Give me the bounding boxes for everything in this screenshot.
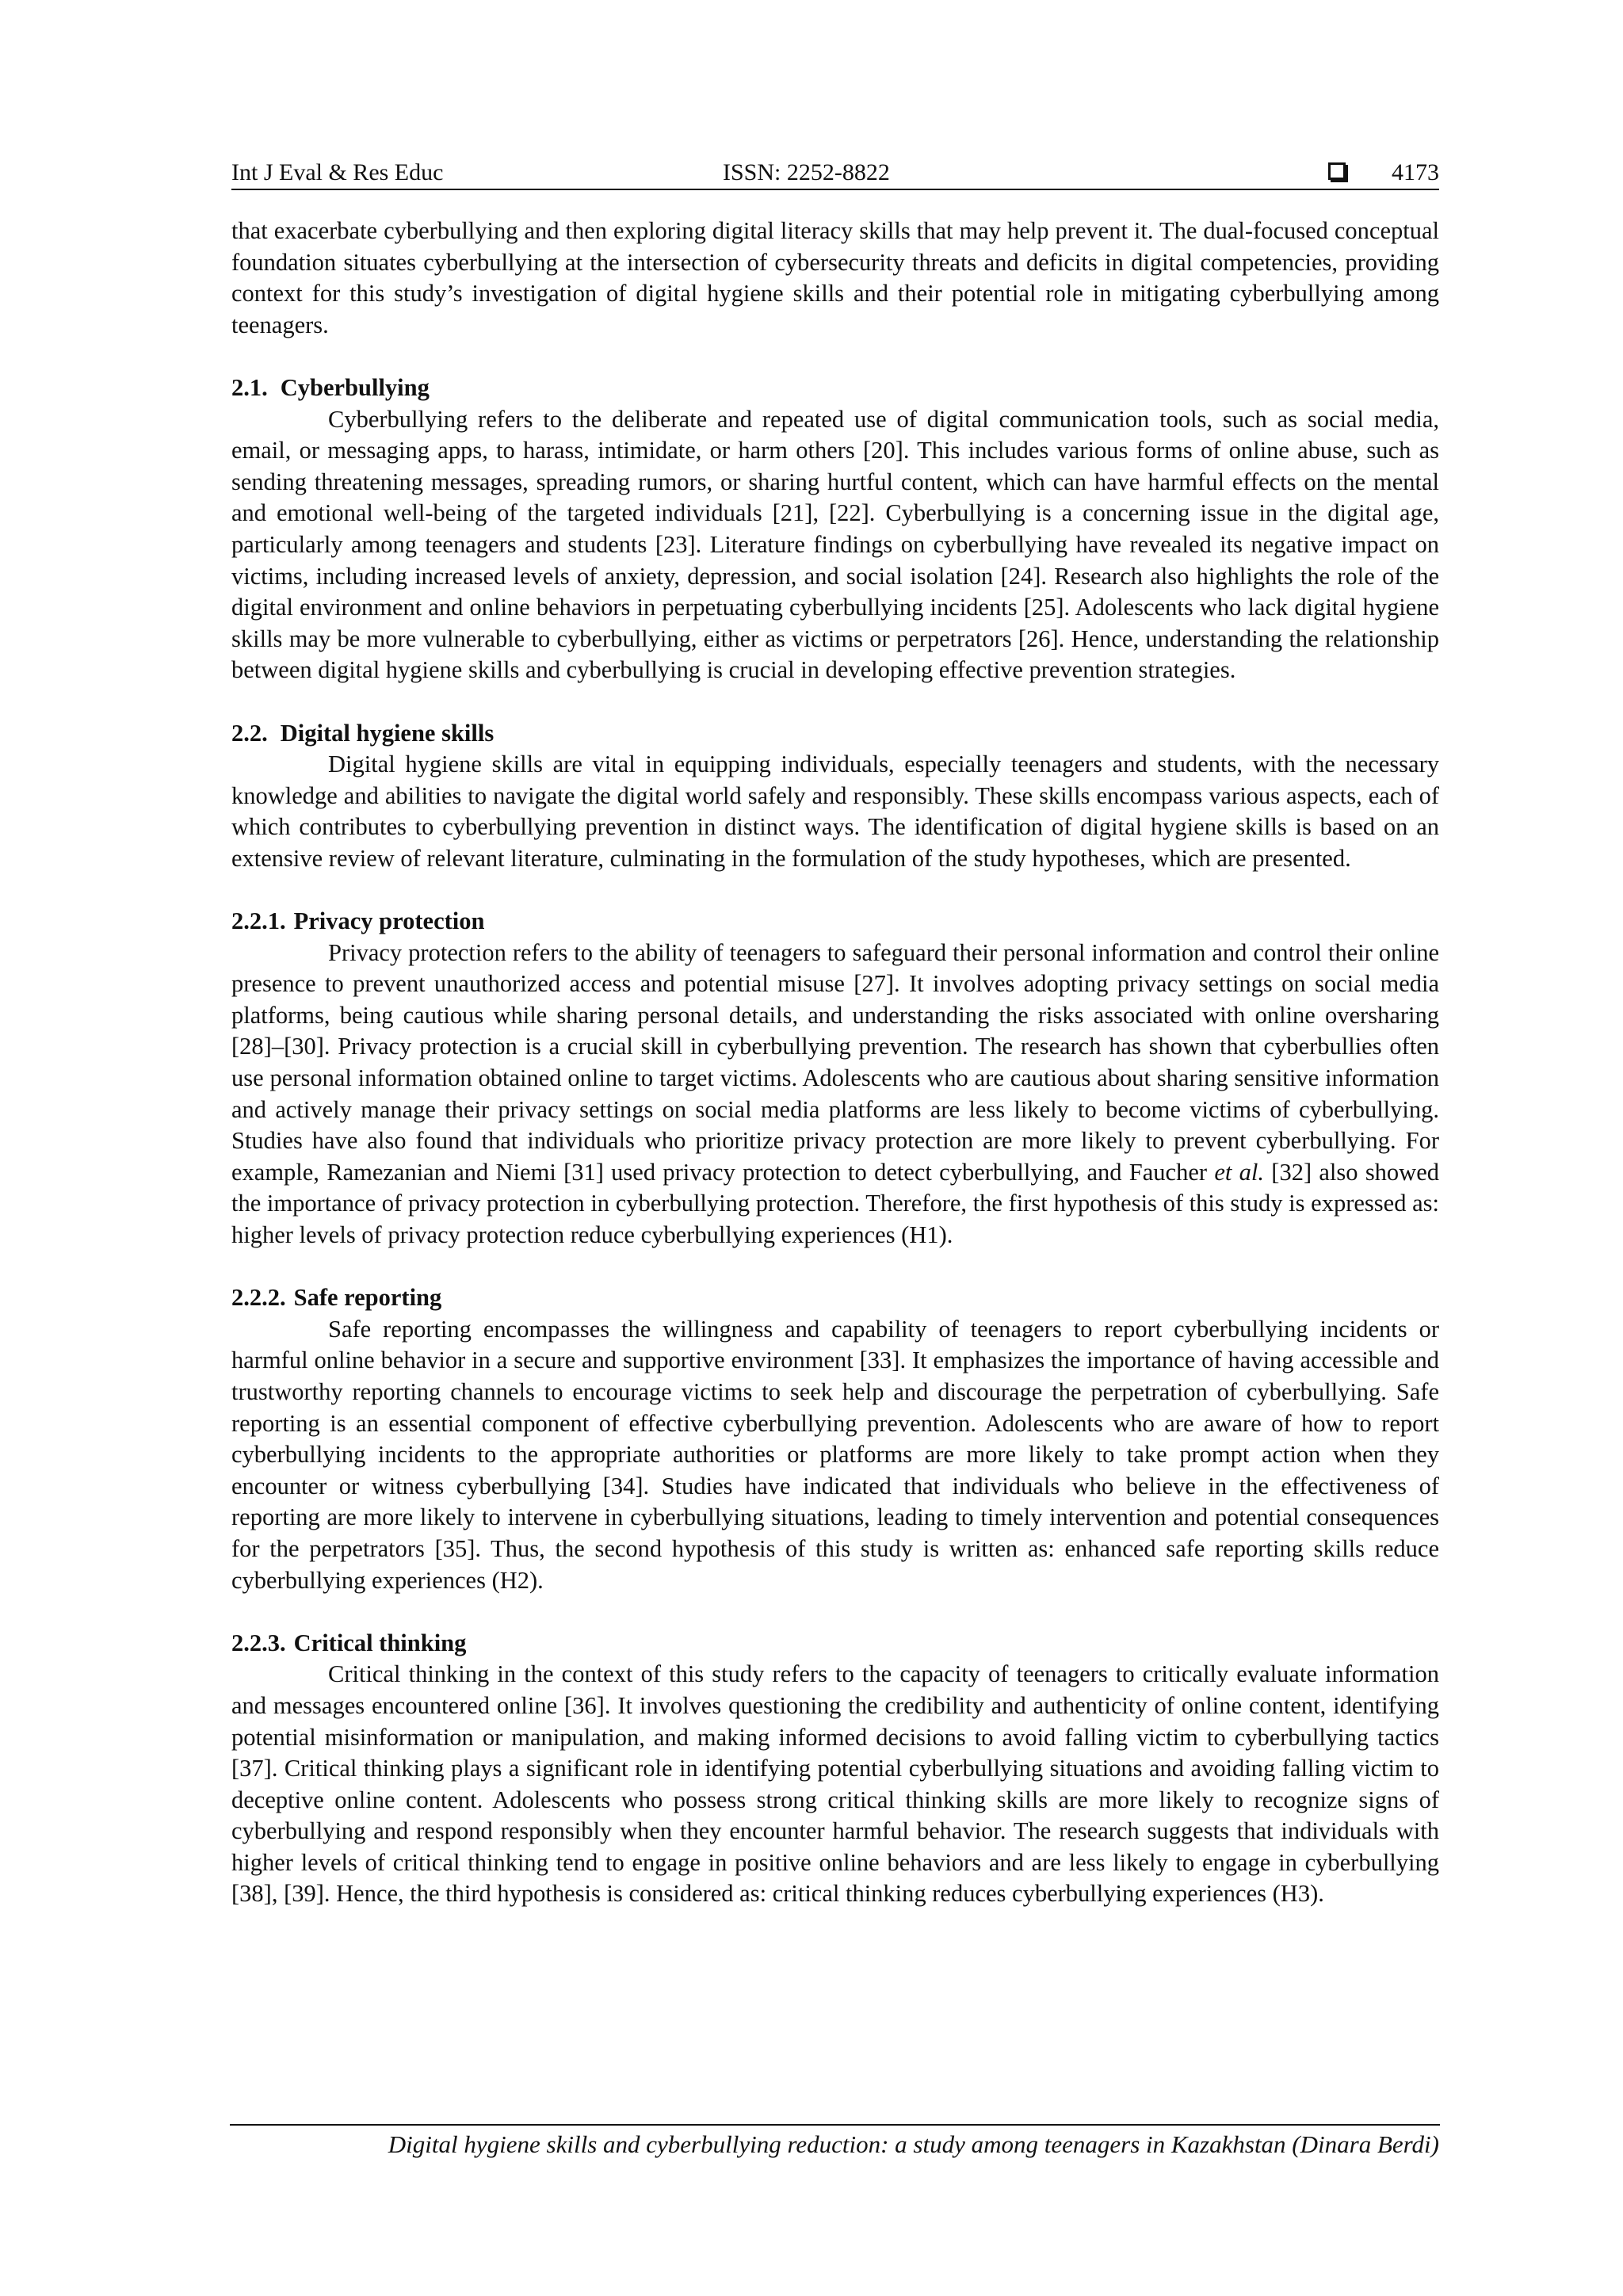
section-number: 2.2. <box>231 719 268 747</box>
header-rule <box>231 189 1439 190</box>
section-title: Digital hygiene skills <box>280 719 495 747</box>
section-title: Safe reporting <box>293 1284 442 1312</box>
running-footer: Digital hygiene skills and cyberbullying reduction: a study among teenagers in Kazakhstan (Dinara Berdi) <box>388 2130 1439 2158</box>
section-number: 2.2.3. <box>231 1629 286 1656</box>
section-heading-privacy-protection <box>231 906 1439 938</box>
section-title: Critical thinking <box>293 1629 467 1656</box>
section-paragraph <box>231 938 1439 1251</box>
section-paragraph: Safe reporting encompasses the willingness and capability of teenagers to report cyberbullying incidents or harmful online behavior in a secure and supportive environment [33]. It emphasizes the importance of having accessible and trustworthy reporting channels to encourage victims to seek help and discourage the perpetration of cyberbullying. Safe reporting is an essential component of effective cyberbullying prevention. Adolescents who are aware of how to report cyberbullying incidents to the appropriate authorities or platforms are more likely to take prompt action when they encounter or witness cyberbullying [34]. Studies have indicated that individuals who believe in the effectiveness of reporting are more likely to intervene in cyberbullying situations, leading to timely intervention and potential consequences for the perpetrators [35]. Thus, the second hypothesis of this study is written as: enhanced safe reporting skills reduce cyberbullying experiences (H2). <box>231 1315 1439 1594</box>
page-number: 4173 <box>1392 159 1439 185</box>
footer-rule <box>230 2124 1440 2126</box>
section-paragraph: Critical thinking in the context of this study refers to the capacity of teenagers to critically evaluate information and messages encountered online [36]. It involves questioning the credibility and authenticity of online content, identifying potential misinformation or manipulation, and making informed decisions to avoid falling victim to cyberbullying tactics [37]. Critical thinking plays a significant role in identifying potential cyberbullying situations and avoiding falling victim to deceptive online content. Adolescents who possess strong critical thinking skills are more likely to recognize signs of cyberbullying and respond responsibly when they encounter harmful behavior. The research suggests that individuals with higher levels of critical thinking tend to engage in positive online behaviors and are less likely to engage in cyberbullying [38], [39]. Hence, the third hypothesis is considered as: critical thinking reduces cyberbullying experiences (H3). <box>231 1660 1439 1908</box>
italic-et-al: et al. <box>1214 1158 1264 1186</box>
section-paragraph: Digital hygiene skills are vital in equipping individuals, especially teenagers and students, with the necessary knowledge and abilities to navigate the digital world safely and responsibly. These skills encompass various aspects, each of which contributes to cyberbullying prevention in distinct ways. The identification of digital hygiene skills is based on an extensive review of relevant literature, culminating in the formulation of the study hypotheses, which are presented. <box>231 751 1439 872</box>
section-heading-digital-hygiene-skills <box>231 718 1439 750</box>
journal-name: Int J Eval & Res Educ <box>231 159 444 185</box>
section-number: 2.2.1. <box>231 907 286 935</box>
section-heading-critical-thinking <box>231 1628 1439 1660</box>
square-bullet-icon <box>1328 162 1346 180</box>
intro-paragraph: that exacerbate cyberbullying and then exploring digital literacy skills that may help prevent it. The dual-focused conceptual foundation situates cyberbullying at the intersection of cybersecurity threats and deficits in digital competencies, providing context for this study’s investigation of digital hygiene skills and their potential role in mitigating cyberbullying among teenagers. <box>231 217 1439 338</box>
section-paragraph: Cyberbullying refers to the deliberate and repeated use of digital communication tools, such as social media, email, or messaging apps, to harass, intimidate, or harm others [20]. This includes various forms of online abuse, such as sending threatening messages, spreading rumors, or sharing hurtful content, which can have harmful effects on the mental and emotional well-being of the targeted individuals [21], [22]. Cyberbullying is a concerning issue in the digital age, particularly among teenagers and students [23]. Literature findings on cyberbullying have revealed its negative impact on victims, including increased levels of anxiety, depression, and social isolation [24]. Research also highlights the role of the digital environment and online behaviors in perpetuating cyberbullying incidents [25]. Adolescents who lack digital hygiene skills may be more vulnerable to cyberbullying, either as victims or perpetrators [26]. Hence, understanding the relationship between digital hygiene skills and cyberbullying is crucial in developing effective prevention strategies. <box>231 405 1439 684</box>
paragraph-text: Privacy protection refers to the ability of teenagers to safeguard their personal information and control their online presence to prevent unauthorized access and potential misuse [27]. It involves adopting privacy settings on social media platforms, being cautious while sharing personal details, and understanding the risks associated with online oversharing [28]–[30]. Privacy protection is a crucial skill in cyberbullying prevention. The research has shown that cyberbullies often use personal information obtained online to target victims. Adolescents who are cautious about sharing sensitive information and actively manage their privacy settings on social media platforms are less likely to become victims of cyberbullying. Studies have also found that individuals who prioritize privacy protection are more likely to prevent cyberbullying. For example, Ramezanian and Niemi [31] used privacy protection to detect cyberbullying, and Faucher <box>231 938 1439 1186</box>
section-heading-safe-reporting <box>231 1282 1439 1314</box>
section-title: Cyberbullying <box>280 373 430 401</box>
issn: ISSN: 2252-8822 <box>723 159 890 185</box>
section-title: Privacy protection <box>293 907 485 935</box>
paragraph-text-end: [32] also showed the importance of privacy protection in cyberbullying protection. Therefore, the first hypothesis of this study is expressed as: higher levels of privacy protection reduce cyberbullying experiences (H1). <box>231 1158 1439 1248</box>
running-header <box>231 155 1439 190</box>
section-number: 2.1. <box>231 373 268 401</box>
section-number: 2.2.2. <box>231 1284 286 1312</box>
body-text <box>231 216 1439 1910</box>
section-heading-cyberbullying <box>231 372 1439 404</box>
